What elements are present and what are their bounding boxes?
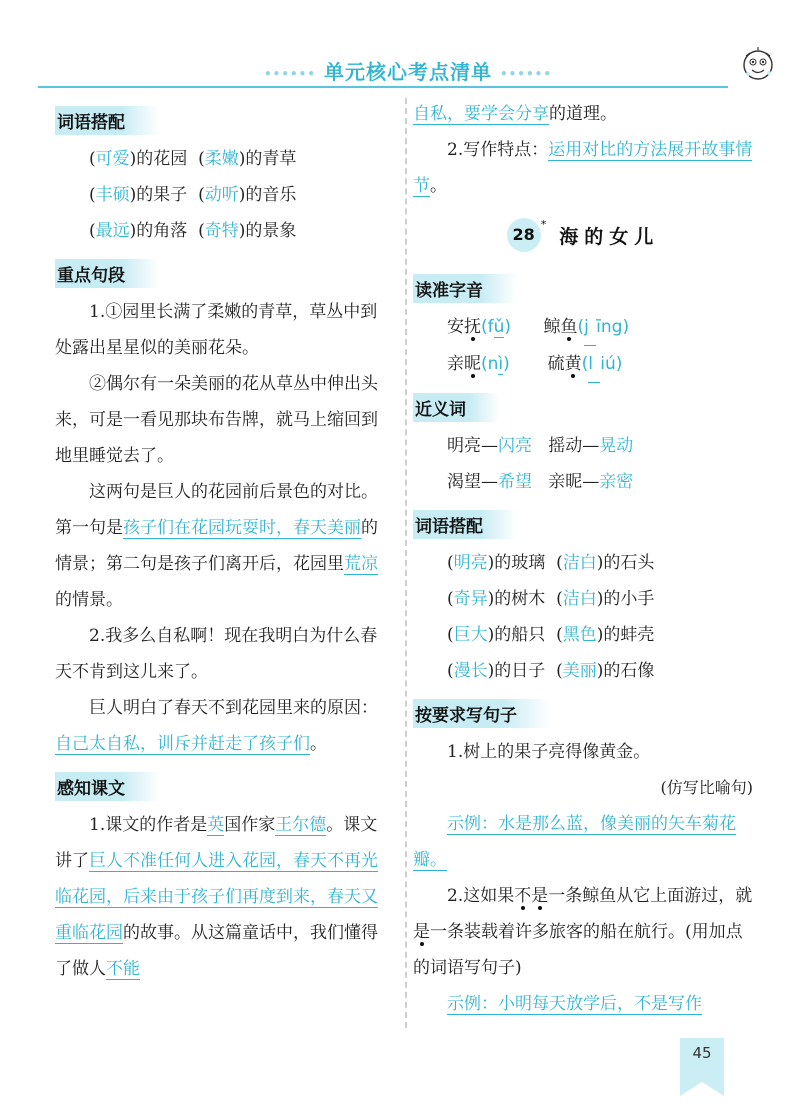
pinyin-answer: ǔ — [493, 317, 505, 337]
synonym-word: 明亮— — [447, 436, 498, 456]
answer-underlined: 英 — [207, 815, 225, 835]
lesson-star: * — [540, 218, 547, 231]
collocation-row — [413, 653, 753, 689]
sentence-question-1: 1.树上的果子亮得像黄金。 — [447, 742, 651, 762]
answer-word: 奇异 — [453, 589, 488, 609]
section-title-text-comprehension: 感知课文 — [55, 772, 159, 801]
sentence-question-2 — [413, 878, 753, 986]
synonym-answer: 希望 — [498, 472, 532, 492]
pronunciation-row: 安抚(fǔ) 鲸鱼(j īng) — [413, 309, 753, 346]
page-number-tab — [680, 1038, 724, 1096]
answer-underlined: 巨人不准任何人进入花园，春天不再光临花园，后来由于孩子们再度到来，春天又重临花园 — [55, 851, 378, 943]
header-dots-right: •••••• — [499, 66, 552, 81]
section-title-key-passages: 重点句段 — [55, 259, 159, 288]
paren-open: ( — [447, 589, 454, 609]
answer-word: 丰硕 — [95, 185, 130, 205]
question-text: 2.写作特点： — [447, 140, 549, 160]
paren-open: ( — [89, 185, 96, 205]
pinyin-initial: n — [487, 354, 499, 374]
phrase-text: )的青草 — [238, 149, 297, 169]
column-divider — [405, 98, 407, 1028]
paren-open: ( — [447, 661, 454, 681]
phrase-text: )的音乐 — [238, 185, 297, 205]
question-text: 一条装载着许多旅客的船在航行。(用加点的词语写句子) — [413, 922, 743, 978]
phrase-text: )的果子 — [129, 185, 188, 205]
answer-word: 漫长 — [453, 661, 488, 681]
answer-underlined: 自私，要学会分享 — [413, 104, 549, 124]
comprehension-1 — [55, 807, 393, 987]
paren-open: ( — [447, 625, 454, 645]
phrase-text: )的角落 — [129, 221, 188, 241]
passage-analysis-1 — [55, 474, 393, 618]
paren-open: ( — [556, 589, 563, 609]
answer-word: 可爱 — [95, 149, 130, 169]
page-number: 45 — [692, 1044, 712, 1062]
answer-word: 黑色 — [562, 625, 597, 645]
phrase-text: )的树木 — [487, 589, 546, 609]
answer-word: 巨大 — [453, 625, 488, 645]
collocation-row — [413, 545, 753, 581]
question-text: 1.课文的作者是 — [89, 815, 208, 835]
analysis-text: 的情景；第二句是孩子们离开后，花园里 — [55, 518, 378, 574]
paren-open: ( — [198, 185, 205, 205]
collocation-row — [55, 141, 393, 177]
answer-underlined: 孩子们在花园玩耍时，春天美丽 — [123, 518, 361, 538]
paren-open: ( — [198, 221, 205, 241]
answer-underlined: 荒凉 — [344, 554, 378, 574]
analysis-text: 的情景。 — [55, 590, 123, 610]
phrase-text: )的日子 — [487, 661, 546, 681]
answer-word: 洁白 — [562, 553, 597, 573]
paren-open: ( — [556, 625, 563, 645]
answer-underlined: 自己太自私，训斥并赶走了孩子们 — [55, 734, 310, 754]
analysis-text: 巨人明白了春天不到花园里来的原因： — [89, 698, 378, 718]
question-text: 国作家 — [224, 815, 276, 835]
collocation-row — [413, 617, 753, 653]
phrase-text: )的小手 — [596, 589, 655, 609]
answer-underlined: 不能 — [106, 959, 140, 979]
passage-1: 1.①园里长满了柔嫩的青草，草丛中到处露出星星似的美丽花朵。 — [55, 302, 378, 358]
question-text: 。 — [430, 176, 447, 196]
phrase-text: )的蚌壳 — [596, 625, 655, 645]
char: 安 — [447, 317, 464, 337]
phrase-text: )的景象 — [238, 221, 297, 241]
dotted-char: 不 — [514, 886, 532, 906]
phrase-text: )的石头 — [596, 553, 655, 573]
paren-open: ( — [556, 661, 563, 681]
right-column — [413, 96, 753, 1022]
pinyin-rest: īng — [596, 317, 623, 337]
answer-word: 动听 — [204, 185, 239, 205]
phrase-text: )的玻璃 — [487, 553, 546, 573]
pinyin-initial: f — [487, 317, 494, 337]
answer-word: 奇特 — [204, 221, 239, 241]
synonym-answer: 亲密 — [599, 472, 634, 492]
paren-open: ( — [447, 553, 454, 573]
sentence-answer-1 — [413, 806, 753, 878]
question-text: 的道理。 — [549, 104, 617, 124]
paren-open: ( — [89, 149, 96, 169]
writing-feature — [413, 132, 753, 204]
section-title-write-sentences: 按要求写句子 — [413, 699, 551, 728]
paren-open: ( — [198, 149, 205, 169]
passage-3: 2.我多么自私啊！现在我明白为什么春天不肯到这儿来了。 — [55, 626, 378, 682]
header-title: 单元核心考点清单 — [324, 60, 492, 84]
lesson-number: 28 — [507, 218, 541, 252]
header-title-wrap — [38, 56, 778, 85]
dotted-char: 是 — [531, 886, 549, 906]
answer-underlined: 示例：水是那么蓝，像美丽的矢车菊花瓣。 — [413, 814, 736, 870]
mascot-icon — [738, 44, 778, 84]
synonym-row — [413, 428, 753, 464]
synonym-answer: 晃动 — [599, 436, 634, 456]
collocation-list — [55, 141, 393, 249]
header-dots-left: •••••• — [264, 66, 317, 81]
answer-word: 明亮 — [453, 553, 488, 573]
answer-word: 美丽 — [562, 661, 597, 681]
question-text: 一条鲸鱼从它上面游过，就 — [548, 886, 753, 906]
phrase-text: )的石像 — [596, 661, 655, 681]
question-text: 2.这如果 — [447, 886, 515, 906]
answer-word: 最远 — [95, 221, 130, 241]
paren-open: ( — [556, 553, 563, 573]
synonym-answer: 闪亮 — [498, 436, 532, 456]
dotted-char: 昵 — [464, 354, 481, 374]
synonym-word: 亲昵— — [548, 472, 600, 492]
header-rule — [38, 86, 728, 88]
section-title-pronunciation: 读准字音 — [413, 274, 517, 303]
sentence-requirement-1: (仿写比喻句) — [660, 778, 753, 797]
pinyin-rest: iú — [600, 354, 616, 374]
question-text: 的故事。从这篇童话中，我们懂得了做人 — [55, 923, 378, 979]
synonym-row — [413, 464, 753, 500]
left-column — [55, 96, 393, 987]
passage-2: ②偶尔有一朵美丽的花从草丛中伸出头来，可是一看见那块布告牌，就马上缩回到地里睡觉去了。 — [55, 374, 378, 466]
dotted-char: 抚 — [464, 317, 481, 337]
dotted-char: 黄 — [564, 354, 582, 374]
analysis-text: 。 — [310, 734, 327, 754]
phrase-text: )的花园 — [129, 149, 188, 169]
pinyin-answer: ì — [498, 354, 504, 374]
answer-word: 柔嫩 — [204, 149, 239, 169]
analysis-text: 这两句是巨人的花园前后景色的对比。第一句是 — [55, 482, 378, 538]
collocation-row — [413, 581, 753, 617]
dotted-char: 是 — [413, 922, 430, 942]
comprehension-continued — [413, 96, 753, 132]
collocation-row — [55, 177, 393, 213]
pinyin-blank: l — [588, 346, 600, 383]
answer-word: 洁白 — [562, 589, 597, 609]
section-header — [38, 52, 778, 90]
paren-open: ( — [89, 221, 96, 241]
lesson-title: 海的女儿 — [559, 225, 660, 248]
answer-underlined: 示例：小明每天放学后，不是写作 — [447, 994, 702, 1014]
section-title-word-collocation-2: 词语搭配 — [413, 510, 517, 539]
lesson-heading — [413, 218, 753, 252]
answer-underlined: 运用对比的方法展开故事情节 — [413, 140, 753, 196]
char: 亲 — [447, 354, 464, 374]
pronunciation-row: 亲昵(nì) 硫黄(l iú) — [413, 346, 753, 383]
question-text: 。课文讲了 — [55, 815, 378, 871]
section-title-synonyms: 近义词 — [413, 393, 500, 422]
section-title-word-collocation: 词语搭配 — [55, 106, 159, 135]
char: 硫 — [547, 354, 565, 374]
phrase-text: )的船只 — [487, 625, 546, 645]
passage-analysis-2 — [55, 690, 393, 762]
answer-underlined: 王尔德 — [275, 815, 327, 835]
collocation-row — [55, 213, 393, 249]
pinyin-blank: j — [584, 309, 596, 346]
synonym-word: 渴望— — [447, 472, 498, 492]
char: 鲸 — [543, 317, 561, 337]
sentence-answer-2 — [413, 986, 753, 1022]
synonym-word: 摇动— — [548, 436, 600, 456]
dotted-char: 鱼 — [560, 317, 578, 337]
